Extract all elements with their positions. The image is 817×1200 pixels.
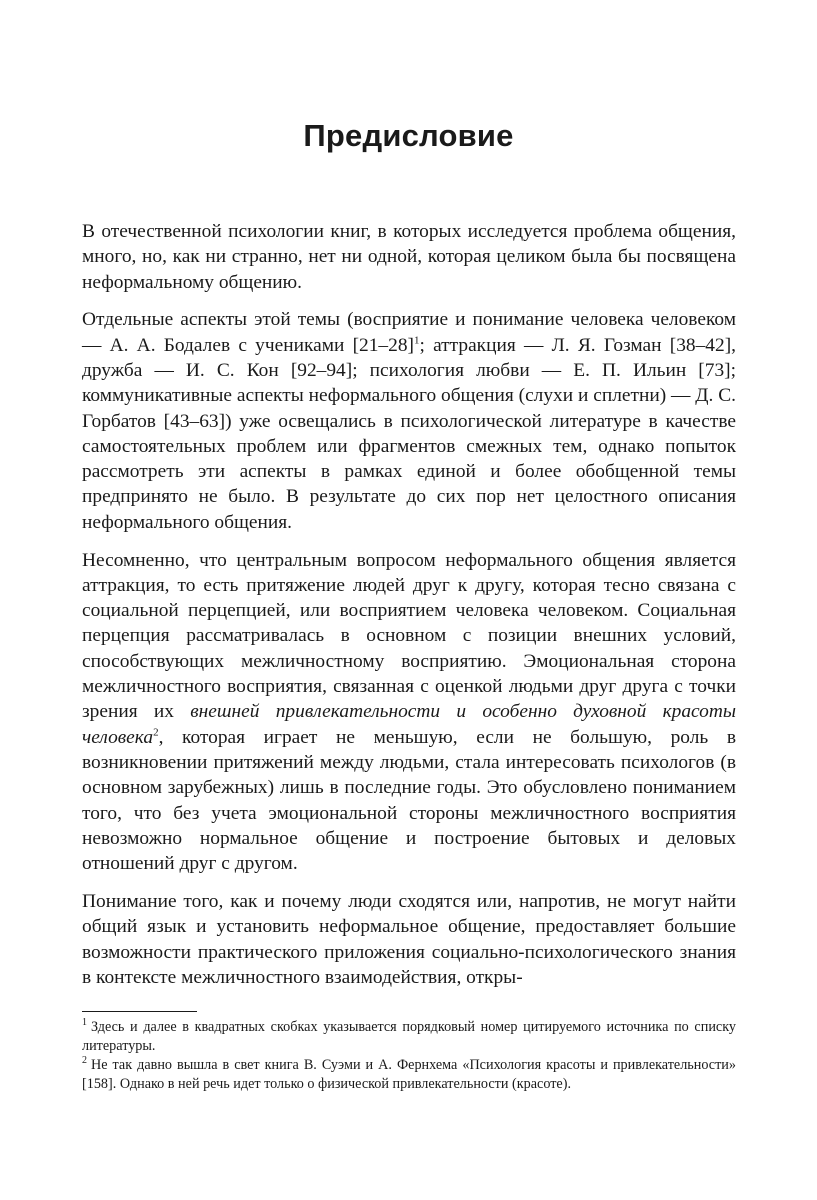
footnote-2-text: Не так давно вышла в свет книга В. Суэми и А. Фернхема «Психология красоты и привлекательности» [158]. Однако в ней речь идет только о физической привлекательности (красоте).: [82, 1057, 736, 1092]
footnote-2: [82, 1056, 736, 1094]
footnote-ref-1: 1: [413, 334, 420, 347]
page-title: Предисловие: [303, 118, 514, 153]
paragraph-1: В отечественной психологии книг, в которых исследуется проблема общения, много, но, как ни странно, нет ни одной, которая целиком была бы посвящена неформальному общению.: [82, 221, 736, 293]
paragraph-2-part-1: Отдельные аспекты этой темы (восприятие и понимание человека человеком — А. А. Бодалев с учениками [21–28]: [82, 309, 736, 356]
paragraph-3: [82, 548, 736, 877]
paragraph-3-italic: внешней привлекательности и особенно духовной красоты человека: [82, 701, 737, 748]
paragraph-3-part-2: , которая играет не меньшую, если не большую, роль в возникновении притяжений между людьми, стала интересовать психологов (в основном зарубежных) лишь в последние годы. Это обусловлено пониманием того, что без учета эмоциональной стороны межличностного восприятия невозможно нормальное общение и построение бытовых и деловых отношений друг с другом.: [82, 726, 736, 875]
footnote-ref-2: 2: [153, 726, 159, 739]
paragraph-2: [82, 307, 736, 535]
paragraph-3-part-1: Несомненно, что центральным вопросом неформального общения является аттракция, то есть притяжение людей друг к другу, которая тесно связана с социальной перцепцией, или восприятием человека человеком. Социальная перцепция рассматривалась в основном с позиции внешних условий, способствующих межличностному восприятию. Эмоциональная сторона межличностного восприятия, связанная с оценкой людьми друг друга с точки зрения их: [82, 549, 736, 723]
footnote-2-mark: 2: [82, 1055, 87, 1067]
paragraph-2-part-2: ; аттракция — Л. Я. Гозман [38–42], дружба — И. С. Кон [92–94]; психология любви — Е. П. Ильин [73]; коммуникативные аспекты неформального общения (слухи и сплетни) — Д. С. Горбатов [43–63]) уже освещались в психологической литературе в качестве самостоятельных проблем или фрагментов смежных тем, однако попыток рассмотреть эти аспекты в рамках единой и более обобщенной темы предпринято не было. В результате до сих пор нет целостного описания неформального общения.: [82, 334, 736, 533]
footnotes: [82, 1018, 736, 1094]
paragraph-4: Понимание того, как и почему люди сходятся или, напротив, не могут найти общий язык и установить неформальное общение, предоставляет большие возможности практического приложения социально-психологического знания в контексте межличностного взаимодействия, откры-: [82, 890, 736, 988]
footnote-divider: [82, 1011, 197, 1012]
footnote-1-mark: 1: [82, 1017, 87, 1029]
main-text: [82, 219, 736, 1003]
footnote-1: [82, 1018, 736, 1056]
footnote-1-text: Здесь и далее в квадратных скобках указывается порядковый номер цитируемого источника по списку литературы.: [82, 1019, 736, 1054]
